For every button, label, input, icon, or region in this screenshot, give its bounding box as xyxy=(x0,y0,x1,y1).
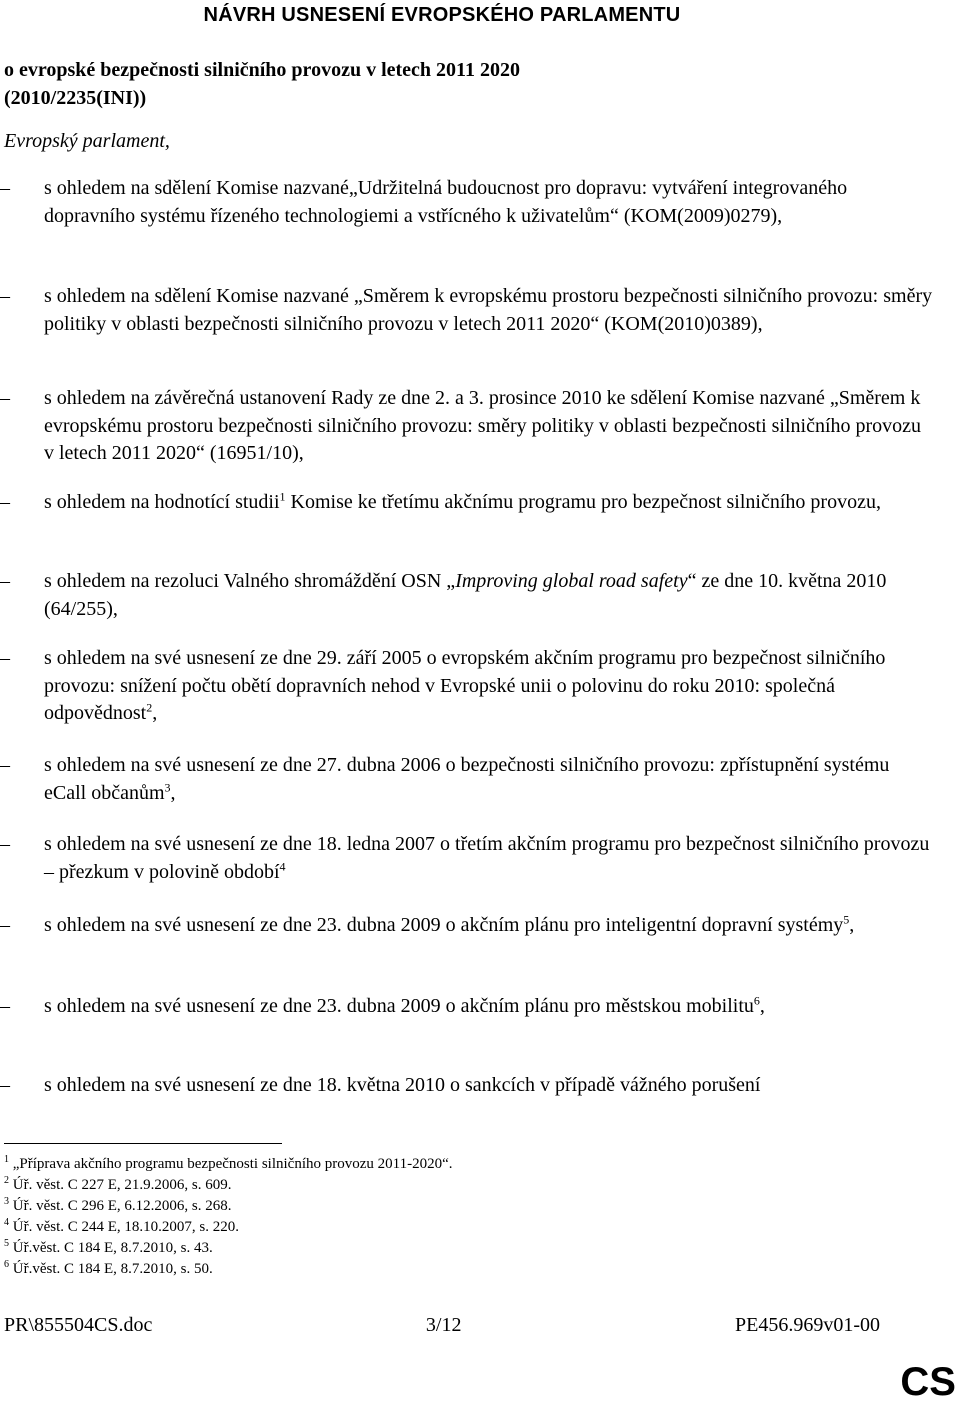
citation-dash: – xyxy=(0,570,10,592)
footnote-text: Úř. věst. C 244 E, 18.10.2007, s. 220. xyxy=(9,1219,239,1235)
footnote-item xyxy=(4,1154,453,1175)
citation-dash: – xyxy=(0,1074,10,1096)
citation-item xyxy=(0,752,934,807)
citation-text: Komise ke třetímu akčnímu programu pro bezpečnost silničního provozu, xyxy=(285,491,881,513)
document-subtitle xyxy=(4,56,520,112)
citation-text: , xyxy=(152,702,158,724)
footnote-text: Úř. věst. C 227 E, 21.9.2006, s. 609. xyxy=(9,1177,232,1193)
citation-item xyxy=(0,831,934,886)
citation-dash: – xyxy=(0,995,10,1017)
footnote-ref[interactable]: 2 xyxy=(146,700,153,715)
citation-dash: – xyxy=(0,647,10,669)
citation-item xyxy=(0,993,934,1021)
citation-text: s ohledem na sdělení Komise nazvané „Směrem k evropskému prostoru bezpečnosti silničního provozu: směry politiky v oblasti bezpečnosti silničního provozu v letech 2011 2020“ (KOM(2010)0389), xyxy=(44,285,933,335)
citation-item xyxy=(0,385,934,468)
citation-text: , xyxy=(170,781,176,804)
citation-item xyxy=(0,912,934,940)
footnote-number: 4 xyxy=(4,1217,9,1228)
footnote-separator xyxy=(4,1143,282,1144)
citation-dash: – xyxy=(0,491,10,513)
citation-item xyxy=(0,283,934,338)
footnote-item xyxy=(4,1238,453,1259)
citation-text: , xyxy=(849,914,855,936)
footnotes xyxy=(4,1154,453,1280)
footnote-ref[interactable]: 1 xyxy=(279,489,286,504)
footer-pe-ref: PE456.969v01-00 xyxy=(734,1314,880,1336)
footnote-text: Úř.věst. C 184 E, 8.7.2010, s. 43. xyxy=(9,1240,213,1256)
citation-text: s ohledem na své usnesení ze dne 23. dubna 2009 o akčním plánu pro inteligentní dopravní systémy xyxy=(44,914,844,936)
footnote-ref[interactable]: 6 xyxy=(753,993,760,1008)
footer-page-number: 3/12 xyxy=(425,1314,462,1336)
citation-dash: – xyxy=(0,754,10,776)
intro-heading: Evropský parlament, xyxy=(4,130,170,152)
citation-item xyxy=(0,645,934,728)
footnote-item xyxy=(4,1196,453,1217)
footnote-ref[interactable]: 5 xyxy=(843,912,850,927)
citation-dash: – xyxy=(0,833,10,855)
footnote-item xyxy=(4,1217,453,1238)
page-footer xyxy=(4,1314,880,1337)
subtitle-line-2: (2010/2235(INI)) xyxy=(4,87,147,109)
citation-text: s ohledem na své usnesení ze dne 23. dubna 2009 o akčním plánu pro městskou mobilitu xyxy=(44,995,754,1017)
footnote-ref[interactable]: 3 xyxy=(164,779,171,794)
language-code: CS xyxy=(900,1360,956,1404)
citation-italic-title: Improving global road safety xyxy=(455,570,688,592)
footnote-number: 1 xyxy=(4,1154,9,1165)
citation-item xyxy=(0,489,934,517)
citation-text: s ohledem na rezoluci Valného shromáždění OSN „ xyxy=(44,570,456,592)
citation-text: s ohledem na své usnesení ze dne 18. května 2010 o sankcích v případě vážného porušení xyxy=(44,1074,761,1096)
footnote-text: „Příprava akčního programu bezpečnosti silničního provozu 2011-2020“. xyxy=(9,1156,453,1172)
footnote-number: 2 xyxy=(4,1175,9,1186)
subtitle-line-1: o evropské bezpečnosti silničního provozu v letech 2011 2020 xyxy=(4,59,520,81)
document-title: NÁVRH USNESENÍ EVROPSKÉHO PARLAMENTU xyxy=(203,4,681,26)
citation-text: , xyxy=(759,995,765,1017)
citation-item xyxy=(0,175,934,230)
footnote-number: 6 xyxy=(4,1259,9,1270)
citation-dash: – xyxy=(0,387,10,409)
footnote-number: 5 xyxy=(4,1238,9,1249)
footnote-number: 3 xyxy=(4,1196,9,1207)
citation-dash: – xyxy=(0,177,10,199)
citation-text: s ohledem na své usnesení ze dne 29. září 2005 o evropském akčním programu pro bezpečnost silničního provozu: snížení počtu obětí dopravních nehod v Evropské unii o polovinu do roku 2010: společná odpovědnost xyxy=(44,647,886,724)
citation-dash: – xyxy=(0,914,10,936)
footnote-item xyxy=(4,1259,453,1280)
footnote-text: Úř.věst. C 184 E, 8.7.2010, s. 50. xyxy=(9,1261,213,1277)
citation-item xyxy=(0,568,934,623)
citation-text: s ohledem na své usnesení ze dne 27. dubna 2006 o bezpečnosti silničního provozu: zpřístupnění systému eCall občanům xyxy=(44,754,890,804)
citation-item xyxy=(0,1072,934,1100)
citation-dash: – xyxy=(0,285,10,307)
citation-text: s ohledem na své usnesení ze dne 18. ledna 2007 o třetím akčním programu pro bezpečnost silničního provozu – přezkum v polovině období xyxy=(44,833,930,883)
citation-text: s ohledem na sdělení Komise nazvané„Udržitelná budoucnost pro dopravu: vytváření integrovaného dopravního systému řízeného technologiemi a vstřícného k uživatelům“ (KOM(2009)0279), xyxy=(44,177,848,227)
citation-text: s ohledem na hodnotící studii xyxy=(44,491,280,513)
footnote-item xyxy=(4,1175,453,1196)
footer-doc-ref: PR\855504CS.doc xyxy=(4,1314,153,1336)
citation-text: s ohledem na závěrečná ustanovení Rady ze dne 2. a 3. prosince 2010 ke sdělení Komise nazvané „Směrem k evropskému prostoru bezpečnosti silničního provozu: směry politiky v oblasti bezpečnosti silničního provozu v letech 2011 2020“ (16951/10), xyxy=(44,387,922,464)
footnote-text: Úř. věst. C 296 E, 6.12.2006, s. 268. xyxy=(9,1198,232,1214)
citation-text: “ ze dne 10. května 2010 (64/255), xyxy=(44,570,887,620)
footnote-ref[interactable]: 4 xyxy=(279,858,286,873)
